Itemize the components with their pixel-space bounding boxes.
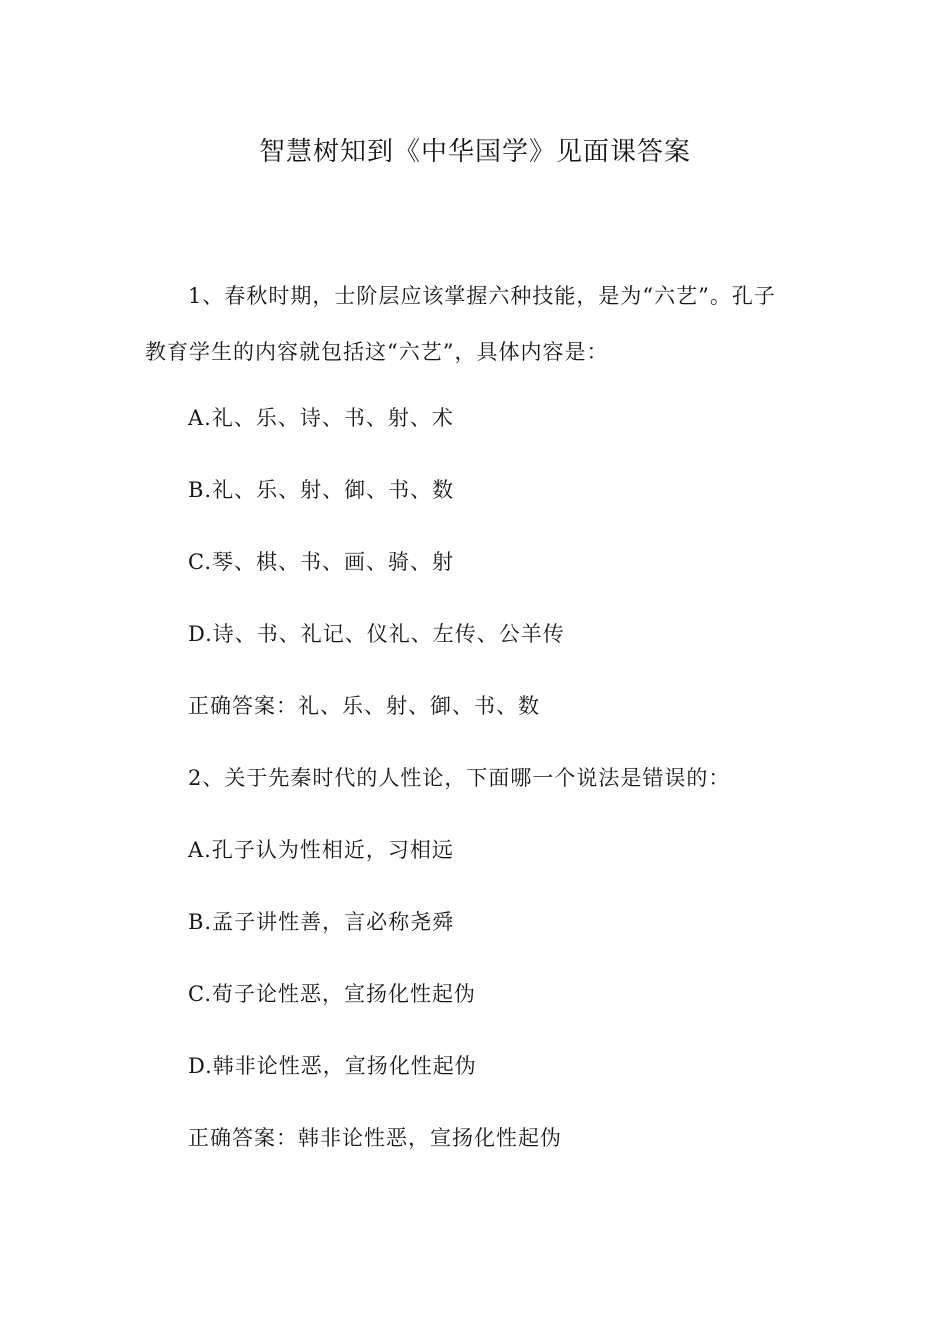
question-2-option-d: D.韩非论性恶，宣扬化性起伪 xyxy=(188,1054,477,1078)
question-1-option-a: A.礼、乐、诗、书、射、术 xyxy=(188,406,454,430)
question-1-option-d: D.诗、书、礼记、仪礼、左传、公羊传 xyxy=(188,622,565,646)
document-title: 智慧树知到《中华国学》见面课答案 xyxy=(258,137,691,167)
question-2-text: 2、关于先秦时代的人性论，下面哪一个说法是错误的： xyxy=(188,766,731,790)
question-1-answer: 正确答案：礼、乐、射、御、书、数 xyxy=(188,694,540,718)
question-2-answer: 正确答案：韩非论性恶，宣扬化性起伪 xyxy=(188,1126,562,1150)
question-1-text-line-2: 教育学生的内容就包括这“六艺”，具体内容是： xyxy=(145,340,609,364)
question-2-option-c: C.荀子论性恶，宣扬化性起伪 xyxy=(188,982,476,1006)
question-2-option-a: A.孔子认为性相近，习相远 xyxy=(188,838,454,862)
question-2-option-b: B.孟子讲性善，言必称尧舜 xyxy=(188,910,455,934)
question-1-text-line-1: 1、春秋时期，士阶层应该掌握六种技能，是为“六艺”。孔子 xyxy=(188,284,776,308)
question-1-option-b: B.礼、乐、射、御、书、数 xyxy=(188,478,455,502)
question-1-option-c: C.琴、棋、书、画、骑、射 xyxy=(188,550,454,574)
